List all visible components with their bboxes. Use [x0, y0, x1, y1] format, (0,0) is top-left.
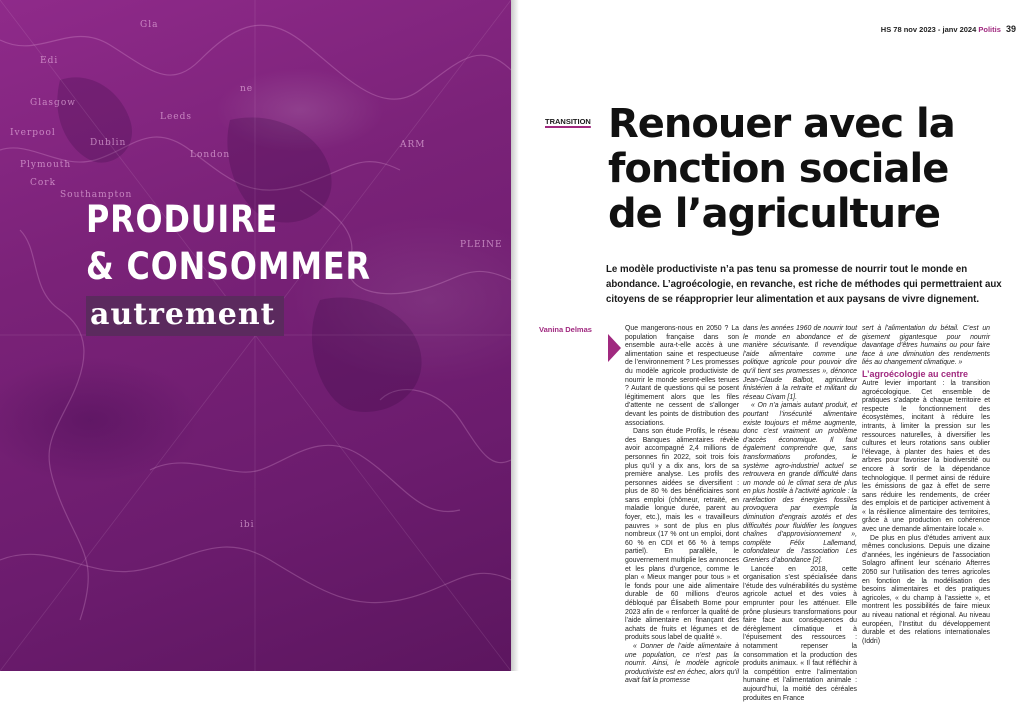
map-label: Edi — [40, 56, 59, 66]
map-label: Leeds — [160, 112, 193, 122]
author-byline: Vanina Delmas — [539, 325, 592, 334]
article-kicker: TRANSITION — [545, 117, 591, 126]
magazine-section: Politis — [978, 25, 1001, 34]
paragraph: Que mangerons-nous en 2050 ? La population française dans son ensemble aura-t-elle accès à une alimentation saine et respectueuse de l’environnement ? Les promesses du modèle agricole productiviste de nourrir le monde seront-elles tenues ? Autant de questions qui se posent légitimement alors que les files d’attente ne cessent de s’allonger devant les points de distribution des associations. — [625, 325, 739, 427]
page-gutter — [511, 0, 519, 671]
article-column-1 — [625, 325, 739, 685]
issue-info: HS 78 nov 2023 - janv 2024 — [880, 25, 977, 34]
map-label: Iverpool — [10, 128, 56, 138]
paragraph: De plus en plus d’études arrivent aux mêmes conclusions. Depuis une dizaine d’années, les ingénieurs de l’association Solagro affinent leur scénario Afterres 2050 sur l’utilisation des terres agricoles en fonction de la modélisation des besoins alimentaires et des pratiques agricoles, « du champ à l’assiette », et montrent les possibilités de faire mieux au niveau national et régional. Au niveau européen, l’Institut du développement durable et des relations internationales (Iddri) — [862, 534, 990, 645]
article-column-2 — [743, 325, 857, 702]
map-label: London — [190, 150, 231, 160]
map-label: ARM — [400, 140, 426, 150]
paragraph: Autre levier important : la transition agroécologique. Cet ensemble de pratiques s’adapte à chaque territoire et respecte le fonctionnement des écosystèmes, incitant à réduire les intrants, à limiter la pression sur les ressources naturelles, à diversifier les cultures et leurs rotations sans oublier l’élevage, à planter des haies et des arbres pour favoriser la biodiversité ou encore à sortir de la dépendance technologique. Il permet ainsi de réduire les émissions de gaz à effet de serre sans réduire les rendements, de créer des emplois et de participer activement à « la résilience alimentaire des territoires, grâce à une production en cohérence avec une demande alimentaire locale ». — [862, 379, 990, 534]
map-label: PLEINE — [460, 240, 503, 250]
map-label: ibi — [240, 520, 255, 530]
paragraph: Dans son étude Profils, le réseau des Banques alimentaires révèle avoir accompagné 2,4 millions de personnes fin 2022, soit trois fois plus qu’il y a dix ans, lors de sa première analyse. Les profils des personnes aidées se diversifient : plus de 80 % des bénéficiaires sont sans emploi (chômeur, retraité, en maladie longue durée, parent au foyer, etc.), mais les « travailleurs pauvres » sont de plus en plus nombreux (17 % ont un emploi, dont 60 % en CDI et 66 % à temps partiel). En parallèle, le gouvernement multiplie les annonces et les plans d’urgence, comme le plan « Mieux manger pour tous » et le fonds pour une aide alimentaire durable de 60 millions d’euros débloqué par Élisabeth Borne pour 2023 afin de « renforcer la qualité de l’aide alimentaire en finançant des achats de fruits et légumes et de produits sous label de qualité ». — [625, 428, 739, 642]
map-label: Plymouth — [20, 160, 72, 170]
article-lede: Le modèle productiviste n’a pas tenu sa promesse de nourrir tout le monde en abondance. L’agroécologie, en revanche, est riche de méthodes qui permettraient aux citoyens de se réapproprier leur alimentation et aux paysans de vivre dignement. — [606, 264, 1002, 305]
map-label: Glasgow — [30, 98, 76, 108]
running-header — [881, 24, 1016, 34]
map-label: Southampton — [60, 190, 133, 200]
left-page — [0, 0, 511, 671]
section-title-accent: autrement — [86, 296, 284, 336]
arrow-marker-icon — [608, 334, 621, 362]
paragraph: sert à l’alimentation du bétail. C’est un gisement gigantesque pour nourrir davantage d’êtres humains ou pour faire face à une diminution des rendements liés au changement climatique. » — [862, 325, 990, 367]
paragraph: « On n’a jamais autant produit, et pourtant l’insécurité alimentaire existe toujours et même augmente, donc c’est vraiment un problème d’accès économique. Il faut également comprendre que, sans transformations profondes, le système agro-industriel actuel se retrouvera en grande difficulté dans un monde où le climat sera de plus en plus hostile à l’activité agricole : la raréfaction des énergies fossiles provoquera par exemple la diminution d’engrais azotés et des difficultés pour fluidifier les longues chaînes d’approvisionnement », complète Félix Lallemand, cofondateur de l’association Les Greniers d’abondance [2]. — [743, 402, 857, 565]
section-title-line-1: PRODUIRE — [86, 198, 279, 241]
section-title-line-2: & CONSOMMER — [86, 245, 371, 288]
paragraph: « Donner de l’aide alimentaire à une population, ce n’est pas la nourrir. Ainsi, le modèle agricole productiviste est en échec, alors qu’il avait fait la promesse — [625, 642, 739, 685]
map-label: Cork — [30, 178, 57, 188]
section-title — [86, 196, 417, 336]
right-page — [519, 0, 1024, 702]
article-column-3 — [862, 325, 990, 671]
article-headline: Renouer avec la fonction sociale de l’agriculture — [608, 101, 955, 237]
page-number: 39 — [1005, 24, 1016, 34]
map-label: ne — [240, 84, 254, 94]
paragraph: Lancée en 2018, cette organisation s’est spécialisée dans l’étude des vulnérabilités du système agricole actuel et des voies à emprunter pour les atténuer. Elle prône plusieurs transformations pour faire face aux conséquences du dérèglement climatique et à l’épuisement des ressources : notamment repenser la consommation et la production des produits animaux. « Il faut réfléchir à la compétition entre l’alimentation humaine et l’alimentation animale : aujourd’hui, la moitié des céréales produites en France — [743, 565, 857, 702]
map-label: Dublin — [90, 138, 127, 148]
article-subheading: L’agroécologie au centre — [862, 368, 969, 379]
paragraph: dans les années 1960 de nourrir tout le monde en abondance et de manière sécurisante. Il revendique l’aide alimentaire comme une politique agricole pour pouvoir dire qu’il tient ses promesses », dénonce Jean-Claude Balbot, agriculteur finistérien à la retraite et militant du réseau Civam [1]. — [743, 325, 857, 401]
map-label: Gla — [140, 20, 159, 30]
